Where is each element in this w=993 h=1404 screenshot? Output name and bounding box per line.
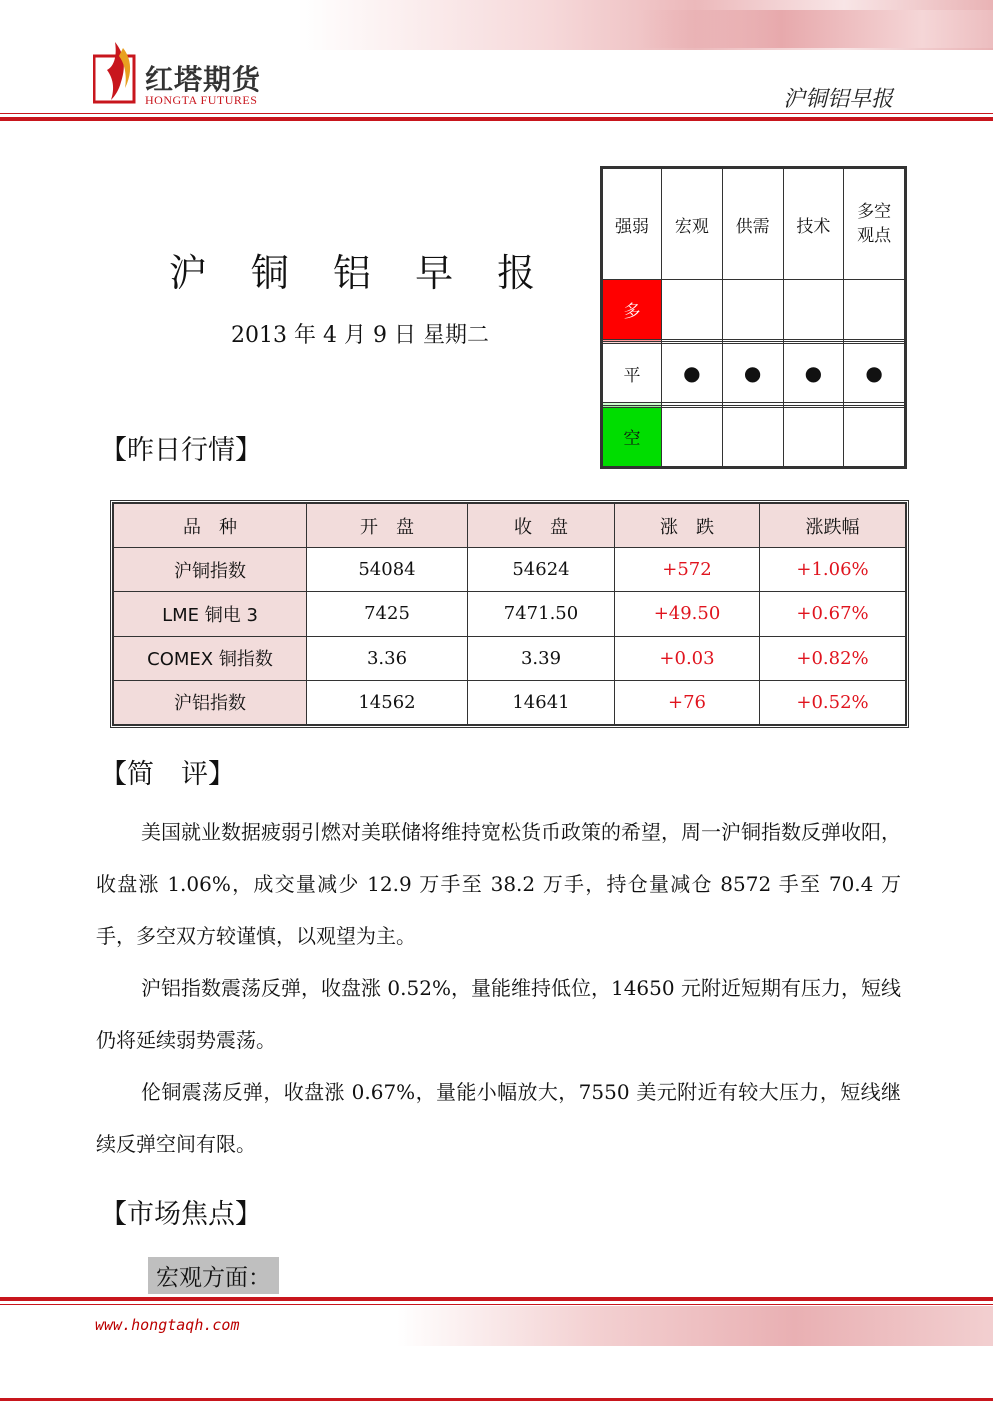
table-header: 品 种 <box>114 504 307 548</box>
section-focus-heading: 【市场焦点】 <box>100 1199 262 1230</box>
table-cell: 3.36 <box>307 636 468 680</box>
header-band-accent <box>640 10 993 48</box>
table-cell: +572 <box>615 548 760 592</box>
indicator-mark-cell <box>662 280 723 339</box>
table-cell: +76 <box>615 680 760 724</box>
table-cell: 3.39 <box>468 636 615 680</box>
table-header-row <box>114 504 906 548</box>
table-header: 涨 跌 <box>615 504 760 548</box>
footer-rule <box>0 1297 993 1301</box>
indicator-row <box>603 407 905 466</box>
footer-bottom-rule <box>0 1398 993 1401</box>
comment-paragraph: 美国就业数据疲弱引燃对美联储将维持宽松货币政策的希望，周一沪铜指数反弹收阳，收盘涨 1.06%，成交量减少 12.9 万手至 38.2 万手，持仓量减仓 8572 手至 70.4 万手，多空双方较谨慎，以观望为主。 <box>96 820 901 948</box>
comment-paragraph: 沪铝指数震荡反弹，收盘涨 0.52%，量能维持低位，14650 元附近短期有压力，短线仍将延续弱势震荡。 <box>96 976 901 1052</box>
section-comment-heading: 【简 评】 <box>100 759 235 790</box>
table-cell: 7471.50 <box>468 592 615 636</box>
table-cell: +0.03 <box>615 636 760 680</box>
commodity-name-cell: 沪铝指数 <box>114 680 307 724</box>
indicator-mark-cell <box>844 280 905 339</box>
document-title: 沪 铜 铝 早 报 <box>168 251 552 295</box>
table-row <box>114 592 906 636</box>
indicator-row <box>603 280 905 339</box>
table-cell: +49.50 <box>615 592 760 636</box>
indicator-header: 供需 <box>722 169 783 280</box>
header-rule <box>0 117 993 121</box>
indicator-mark-cell <box>722 407 783 466</box>
table-cell: 54624 <box>468 548 615 592</box>
comment-paragraph: 伦铜震荡反弹，收盘涨 0.67%，量能小幅放大，7550 美元附近有较大压力，短线继续反弹空间有限。 <box>96 1080 901 1156</box>
table-cell: +0.82% <box>760 636 906 680</box>
commodity-name-cell: 沪铜指数 <box>114 548 307 592</box>
table-row <box>114 680 906 724</box>
table-cell: 14641 <box>468 680 615 724</box>
table-cell: 54084 <box>307 548 468 592</box>
table-header: 收 盘 <box>468 504 615 548</box>
indicator-level-cell: 空 <box>603 407 662 466</box>
footer-website-link[interactable]: www.hongtaqh.com <box>95 1316 240 1334</box>
indicator-mark-cell: ● <box>722 344 783 403</box>
commodity-name-cell: LME 铜电 3 <box>114 592 307 636</box>
table-cell: +1.06% <box>760 548 906 592</box>
indicator-level-cell: 平 <box>603 344 662 403</box>
footer-rule-thin <box>0 1304 993 1305</box>
indicator-header-row <box>603 169 905 280</box>
indicator-header: 宏观 <box>662 169 723 280</box>
indicator-header: 技术 <box>783 169 844 280</box>
indicator-header: 多空 观点 <box>844 169 905 280</box>
table-cell: +0.52% <box>760 680 906 724</box>
logo-text-cn: 红塔期货 <box>145 63 262 96</box>
indicator-mark-cell <box>662 407 723 466</box>
indicator-level-cell: 多 <box>603 280 662 339</box>
document-date: 2013 年 4 月 9 日 星期二 <box>231 323 489 348</box>
table-header: 涨跌幅 <box>760 504 906 548</box>
table-row <box>114 636 906 680</box>
table-cell: 7425 <box>307 592 468 636</box>
market-data-table <box>110 500 909 728</box>
indicator-header: 强弱 <box>603 169 662 280</box>
table-cell: +0.67% <box>760 592 906 636</box>
indicator-row <box>603 344 905 403</box>
indicator-mark-cell <box>722 280 783 339</box>
header-rule-thin <box>0 113 993 114</box>
commodity-name-cell: COMEX 铜指数 <box>114 636 307 680</box>
indicator-mark-cell: ● <box>844 344 905 403</box>
indicator-mark-cell: ● <box>783 344 844 403</box>
hongta-logo-icon <box>93 38 139 104</box>
indicator-mark-cell <box>783 407 844 466</box>
table-cell: 14562 <box>307 680 468 724</box>
indicator-mark-cell <box>783 280 844 339</box>
indicator-mark-cell: ● <box>662 344 723 403</box>
logo-text-en: HONGTA FUTURES <box>145 93 258 107</box>
table-row <box>114 548 906 592</box>
header-report-title: 沪铜铝早报 <box>782 87 893 112</box>
table-header: 开 盘 <box>307 504 468 548</box>
indicator-mark-cell <box>844 407 905 466</box>
macro-subheading: 宏观方面： <box>148 1257 279 1294</box>
comment-body <box>96 806 901 1170</box>
strength-indicator-grid <box>600 166 907 469</box>
section-yesterday-heading: 【昨日行情】 <box>100 435 262 466</box>
